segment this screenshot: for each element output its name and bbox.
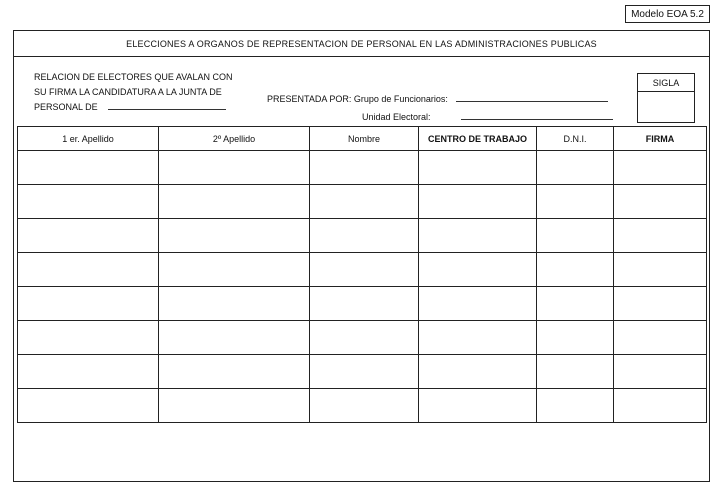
grupo-funcionarios-field[interactable] — [456, 101, 608, 102]
table-cell[interactable] — [614, 321, 707, 355]
table-cell[interactable] — [159, 185, 310, 219]
personal-de-field[interactable] — [108, 109, 226, 110]
table-cell[interactable] — [419, 219, 537, 253]
table-cell[interactable] — [18, 185, 159, 219]
table-cell[interactable] — [537, 151, 614, 185]
table-cell[interactable] — [310, 355, 419, 389]
table-cell[interactable] — [537, 185, 614, 219]
table-cell[interactable] — [159, 219, 310, 253]
table-cell[interactable] — [159, 355, 310, 389]
table-cell[interactable] — [419, 321, 537, 355]
col-header-firma: FIRMA — [614, 127, 707, 151]
model-label: Modelo EOA 5.2 — [625, 5, 710, 23]
sigla-box — [637, 73, 695, 123]
table-cell[interactable] — [310, 185, 419, 219]
table-row — [18, 185, 707, 219]
table-cell[interactable] — [614, 355, 707, 389]
col-header-apellido1: 1 er. Apellido — [18, 127, 159, 151]
table-cell[interactable] — [18, 287, 159, 321]
form-frame — [13, 30, 710, 482]
table-cell[interactable] — [419, 389, 537, 423]
relacion-line-2: SU FIRMA LA CANDIDATURA A LA JUNTA DE — [34, 87, 222, 97]
table-body — [18, 151, 707, 423]
table-cell[interactable] — [419, 355, 537, 389]
table-row — [18, 219, 707, 253]
col-header-dni: D.N.I. — [537, 127, 614, 151]
table-cell[interactable] — [419, 185, 537, 219]
table-cell[interactable] — [419, 253, 537, 287]
table-cell[interactable] — [18, 389, 159, 423]
table-cell[interactable] — [159, 287, 310, 321]
table-cell[interactable] — [614, 253, 707, 287]
table-cell[interactable] — [18, 253, 159, 287]
table-cell[interactable] — [310, 151, 419, 185]
table-cell[interactable] — [159, 253, 310, 287]
table-cell[interactable] — [18, 219, 159, 253]
table-cell[interactable] — [537, 287, 614, 321]
table-cell[interactable] — [18, 355, 159, 389]
electores-table — [17, 126, 707, 423]
table-cell[interactable] — [159, 321, 310, 355]
table-cell[interactable] — [614, 219, 707, 253]
table-cell[interactable] — [159, 389, 310, 423]
table-cell[interactable] — [310, 253, 419, 287]
table-cell[interactable] — [310, 321, 419, 355]
table-row — [18, 253, 707, 287]
table-cell[interactable] — [310, 287, 419, 321]
col-header-apellido2: 2º Apellido — [159, 127, 310, 151]
table-cell[interactable] — [419, 151, 537, 185]
relacion-text — [34, 70, 264, 115]
table-cell[interactable] — [537, 389, 614, 423]
table-row — [18, 151, 707, 185]
table-cell[interactable] — [614, 287, 707, 321]
table-header-row — [18, 127, 707, 151]
table-cell[interactable] — [614, 389, 707, 423]
table-cell[interactable] — [537, 219, 614, 253]
table-cell[interactable] — [310, 219, 419, 253]
form-title: ELECCIONES A ORGANOS DE REPRESENTACION DE PERSONAL EN LAS ADMINISTRACIONES PUBLICAS — [14, 31, 709, 57]
table-cell[interactable] — [537, 253, 614, 287]
sigla-field[interactable] — [638, 92, 694, 122]
table-cell[interactable] — [159, 151, 310, 185]
table-row — [18, 287, 707, 321]
table-cell[interactable] — [18, 321, 159, 355]
col-header-nombre: Nombre — [310, 127, 419, 151]
sigla-label: SIGLA — [638, 74, 694, 92]
table-cell[interactable] — [18, 151, 159, 185]
table-row — [18, 321, 707, 355]
table-row — [18, 389, 707, 423]
table-cell[interactable] — [537, 355, 614, 389]
unidad-electoral-field[interactable] — [461, 119, 613, 120]
unidad-row — [362, 111, 613, 124]
col-header-centro-trabajo: CENTRO DE TRABAJO — [419, 127, 537, 151]
relacion-line-1: RELACION DE ELECTORES QUE AVALAN CON — [34, 72, 233, 82]
unidad-label: Unidad Electoral: — [362, 112, 431, 122]
table-cell[interactable] — [614, 185, 707, 219]
table-cell[interactable] — [537, 321, 614, 355]
presentada-label: PRESENTADA POR: Grupo de Funcionarios: — [267, 94, 448, 104]
relacion-line-3: PERSONAL DE — [34, 102, 98, 112]
table-cell[interactable] — [614, 151, 707, 185]
table-row — [18, 355, 707, 389]
table-cell[interactable] — [310, 389, 419, 423]
presentada-row — [267, 93, 608, 106]
table-cell[interactable] — [419, 287, 537, 321]
